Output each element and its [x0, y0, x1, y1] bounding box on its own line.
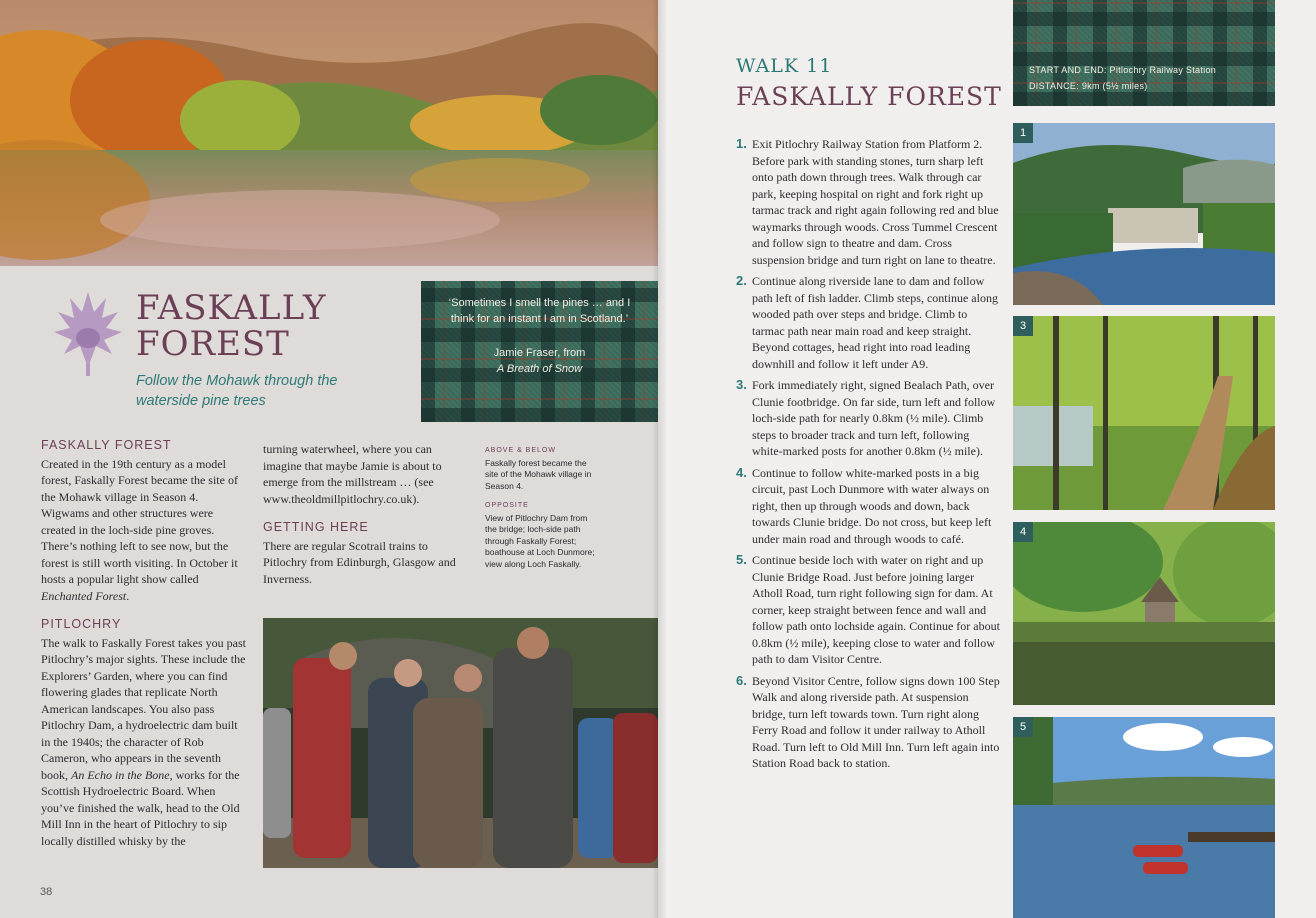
step-number: 1. — [736, 136, 747, 151]
paragraph-faskally — [41, 456, 247, 605]
step-text: Continue to follow white-marked posts in a big circuit, past Loch Dunmore with water always on right, then up through woods and down, back towards Clunie bridge. Do not cross, but keep left under main road and through woods to café. — [752, 465, 992, 546]
photo-badge: 5 — [1013, 717, 1033, 737]
paragraph-text: Created in the 19th century as a model forest, Faskally Forest became the site of the Mohawk village in Season 4. Wigwams and other structures were created in the loch-side pine groves. There’s nothing left to see now, but the forest is still worth visiting. In October it hosts a popular light show called — [41, 456, 238, 586]
walk-info-box — [1013, 0, 1275, 106]
walk-step — [736, 552, 1001, 668]
step-text: Continue along riverside lane to dam and follow path left of fish ladder. Climb steps, continue along wooded path over steps and bridge. Climb to tarmac path near main road and keep straight. Beyond cottages, head right into road leading downhill and follow it left under A9. — [752, 274, 998, 371]
subtitle: Follow the Mohawk through the waterside pine trees — [136, 373, 338, 409]
step-number: 3. — [736, 377, 747, 392]
paragraph-text: . — [126, 588, 130, 603]
quote-source: A Breath of Snow — [496, 363, 583, 375]
dam-photo — [1013, 123, 1275, 305]
right-page — [658, 0, 1316, 918]
caption-heading-opposite: OPPOSITE — [485, 502, 529, 509]
cast-photo — [263, 618, 658, 868]
step-number: 2. — [736, 273, 747, 288]
caption-text-opposite: View of Pitlochry Dam from the bridge; loch-side path through Faskally Forest; boathouse at Loch Dunmore; view along Loch Faskally. — [485, 512, 595, 569]
step-text: Fork immediately right, signed Bealach Path, over Clunie footbridge. On far side, turn left and follow loch-side path for nearly 0.8km (½ mile). Climb steps to broader track and turn left, following white-marked posts for another 0.8km (½ mile). — [752, 378, 996, 458]
step-number: 5. — [736, 552, 747, 567]
paragraph-text: , works for the Scottish Hydroelectric Board. When you’ve finished the walk, head to the Old Mill Inn in the heart of Pitlochry to sip locally distilled whisky by the — [41, 767, 240, 848]
walk-step — [736, 465, 1001, 548]
caption-text-above-below: Faskally forest became the site of the Mohawk village in Season 4. — [485, 457, 592, 491]
quote-author: Jamie Fraser, from — [493, 347, 586, 359]
autumn-loch-photo — [0, 0, 658, 266]
walk-label: WALK 11 — [736, 55, 833, 77]
loch-boats-photo — [1013, 717, 1275, 918]
paragraph-waterwheel: turning waterwheel, where you can imagine that maybe Jamie is about to emerge from the millstream … (see www.theoldmillpitlochry.co.uk). — [263, 442, 442, 506]
walk-step — [736, 377, 1001, 460]
page-title — [136, 290, 326, 362]
section-heading-faskally: FASKALLY FOREST — [41, 438, 172, 452]
walk-step — [736, 673, 1001, 772]
title-line-2: FOREST — [136, 324, 290, 364]
body-column-2 — [263, 441, 468, 587]
section-heading-pitlochry: PITLOCHRY — [41, 617, 122, 631]
photo-badge: 4 — [1013, 522, 1033, 542]
step-text: Continue beside loch with water on right and up Clunie Bridge Road. Just before joining larger Atholl Road, turn right following sign for dam. At corner, keep straight between fence and wall and follow path onto lochside again. Continue for about 0.8km (½ mile), keeping close to water and follow path to dam Visitor Centre. — [752, 553, 1000, 666]
distance-info: DISTANCE: 9km (5½ miles) — [1029, 81, 1148, 91]
walk-step — [736, 136, 1001, 268]
paragraph-pitlochry — [41, 635, 247, 850]
paragraph-emphasis: Enchanted Forest — [41, 588, 127, 603]
page-gutter — [652, 0, 666, 918]
page-number: 38 — [40, 886, 53, 898]
paragraph-text: The walk to Faskally Forest takes you past Pitlochry’s major sights. These include the Explorers’ Garden, where you can find flowering glades that replicate North American landscapes. You also pass Pitlochry Dam, a hydroelectric dam built in the 1940s; the character of Rob Cameron, who appears in the seventh book, — [41, 635, 246, 782]
step-number: 4. — [736, 464, 747, 480]
boathouse-photo — [1013, 522, 1275, 705]
section-heading-getting-here: GETTING HERE — [263, 520, 369, 534]
walk-step — [736, 273, 1001, 372]
photo-badge: 1 — [1013, 123, 1033, 143]
title-line-1: FASKALLY — [136, 288, 327, 328]
step-number: 6. — [736, 672, 747, 688]
step-text: Beyond Visitor Centre, follow signs down 100 Step Walk and along riverside path. At suspension bridge, turn left towards town. Turn right along Ferry Road and follow it under railway to Atholl Road. Turn left to Old Mill Inn. Turn left again into Station Road back to station. — [752, 673, 1000, 770]
thistle-icon — [50, 288, 126, 378]
captions — [485, 445, 595, 578]
start-end-info: START AND END: Pitlochry Railway Station — [1029, 65, 1217, 75]
walk-title: FASKALLY FOREST — [736, 82, 1002, 111]
photo-badge: 3 — [1013, 316, 1033, 336]
quote-text: ‘Sometimes I smell the pines … and I think for an instant I am in Scotland.’ — [448, 297, 631, 325]
caption-heading-above-below: ABOVE & BELOW — [485, 447, 556, 454]
step-text: Exit Pitlochry Railway Station from Platform 2. Before park with standing stones, turn sharp left onto path down through trees. Walk through car park, keeping hospital on right and fork right up tarmac track and right again following red and blue waymarks through woods. Cross Tummel Crescent and follow sign to theatre and dam. Cross suspension bridge and turn right on lane to theatre. — [752, 137, 999, 267]
body-column-1 — [41, 437, 247, 849]
walk-steps — [736, 136, 1001, 777]
forest-path-photo — [1013, 316, 1275, 510]
quote-box — [421, 281, 658, 422]
paragraph-emphasis: An Echo in the Bone — [71, 767, 170, 782]
paragraph-getting-here: There are regular Scotrail trains to Pitlochry from Edinburgh, Glasgow and Inverness. — [263, 538, 456, 586]
